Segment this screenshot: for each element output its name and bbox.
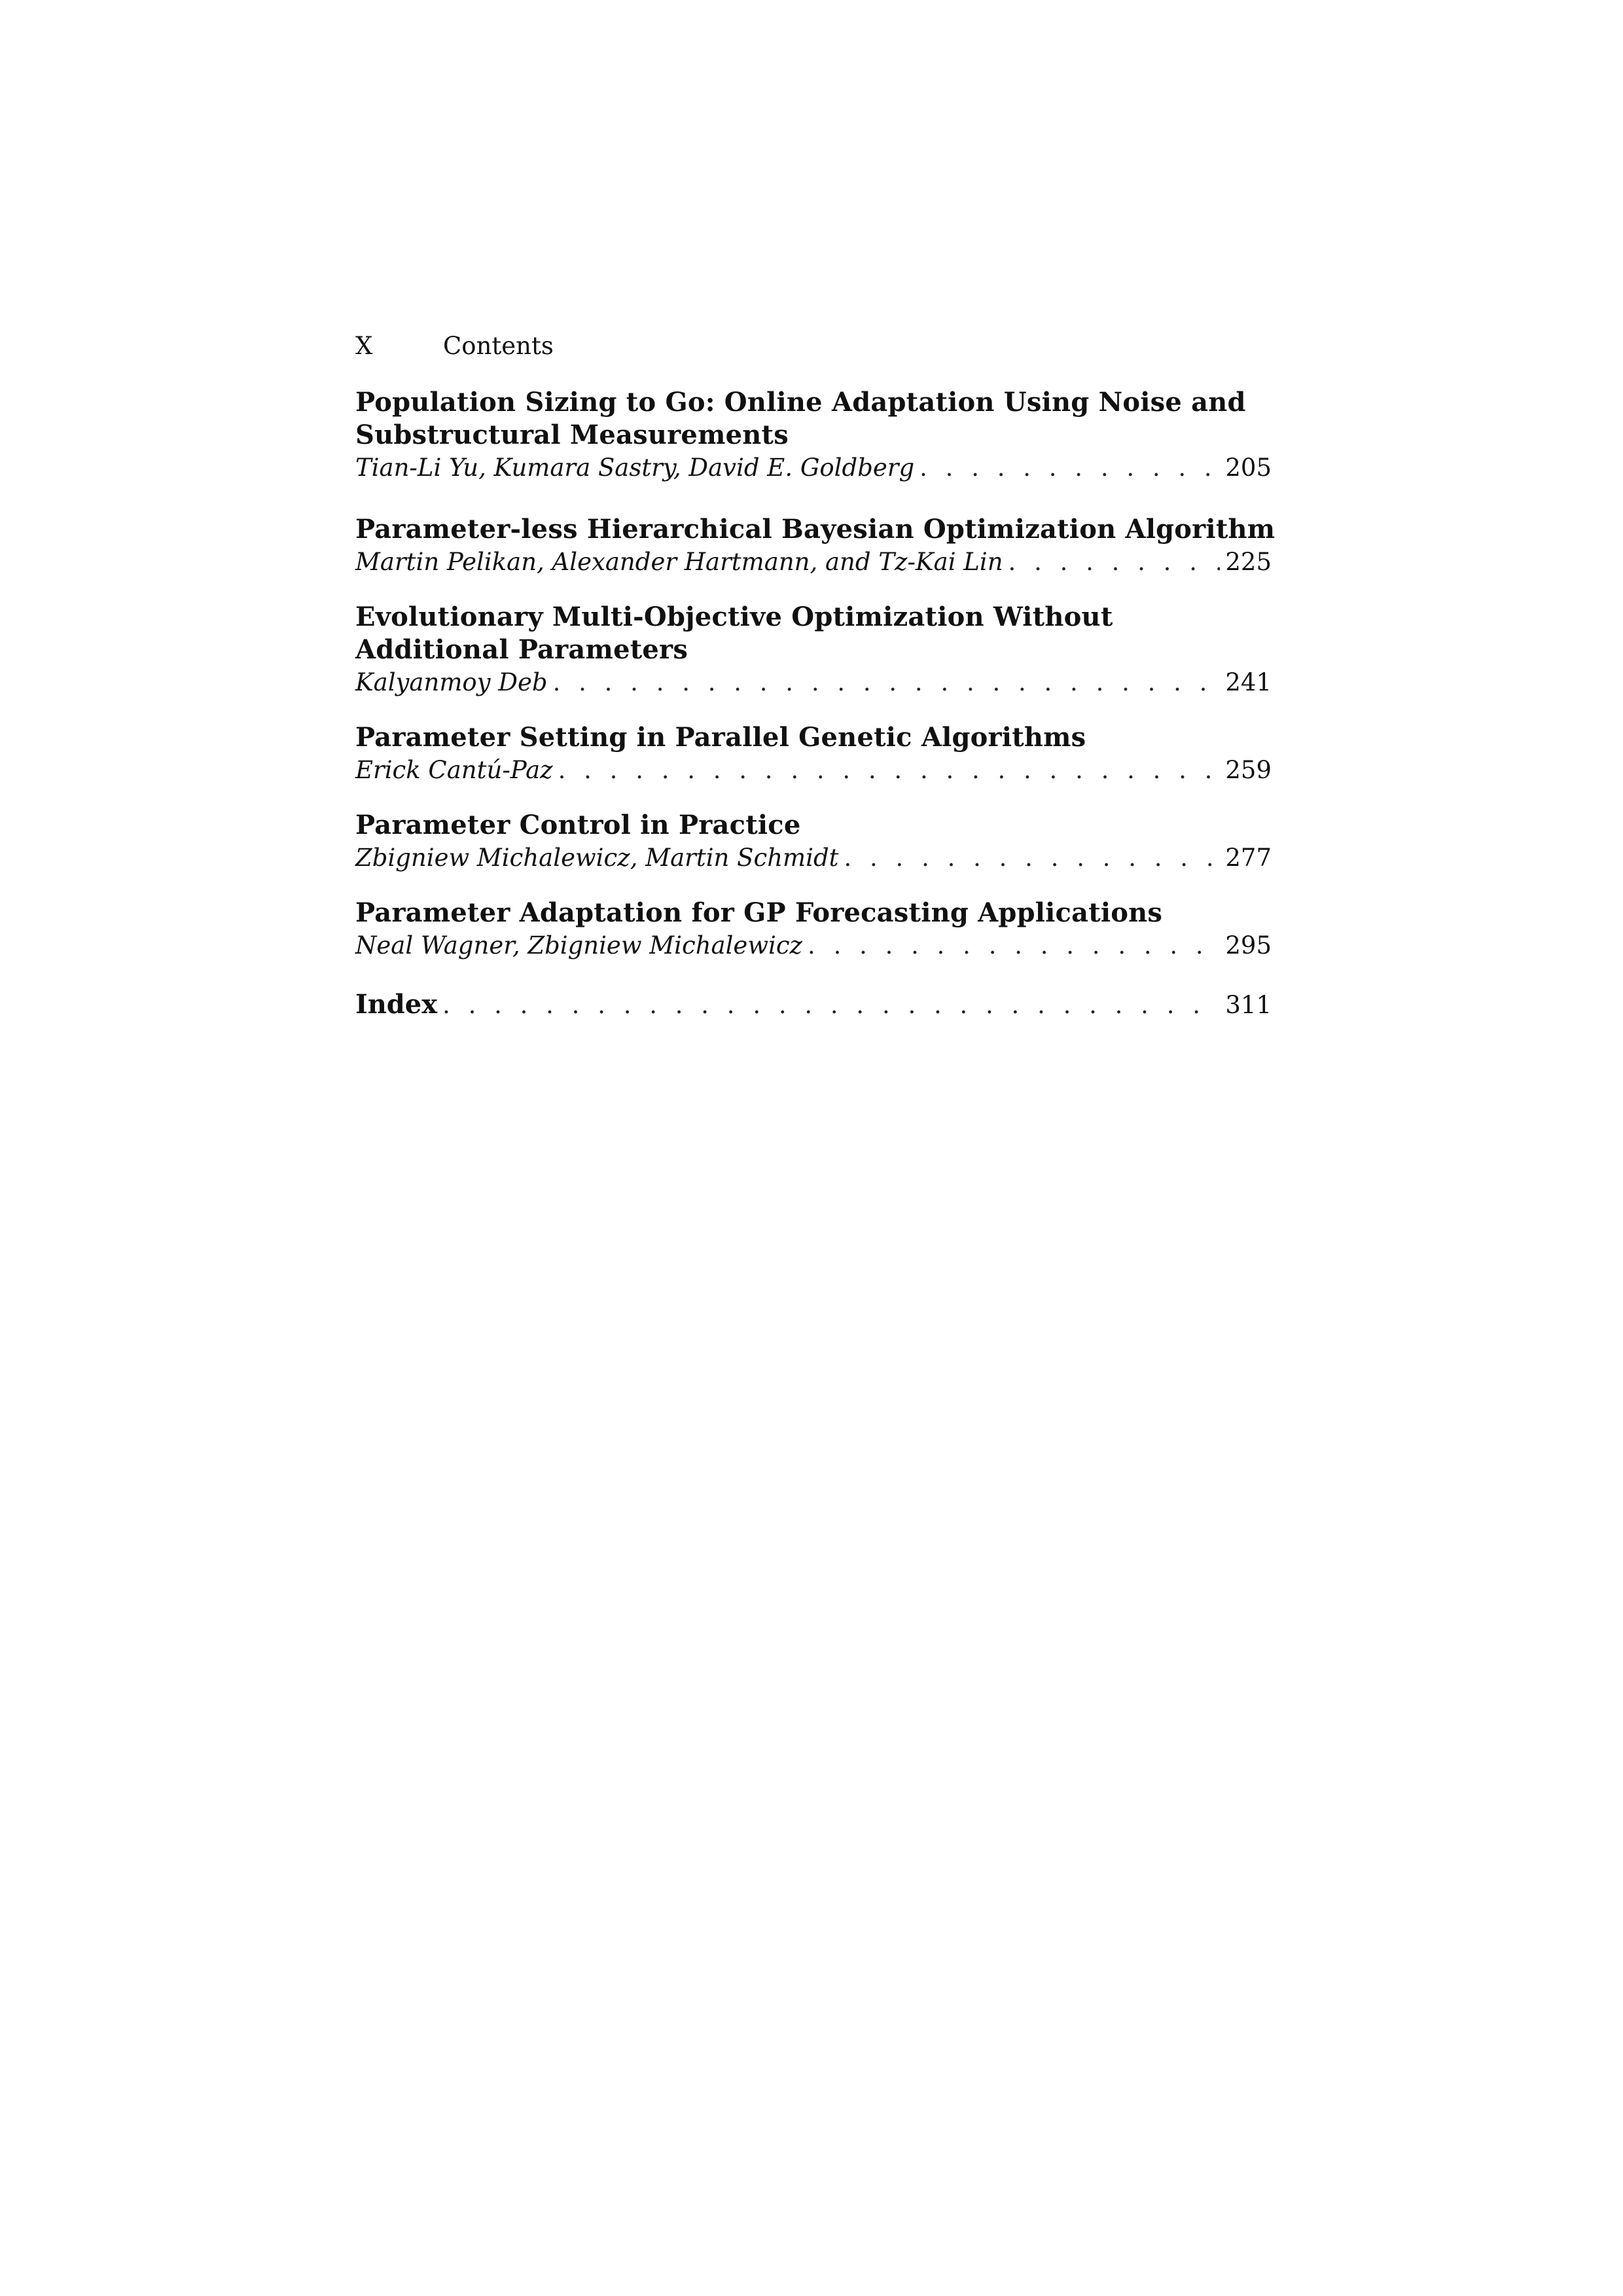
entry-title <box>355 513 1275 546</box>
toc-entry <box>355 897 1272 962</box>
entry-author-line <box>355 842 1272 874</box>
entry-title-line: Parameter Control in Practice <box>355 810 801 840</box>
entry-title <box>355 721 1272 754</box>
entry-authors: Martin Pelikan, Alexander Hartmann, and Tz-Kai Lin <box>355 548 1003 576</box>
entry-authors: Zbigniew Michalewicz, Martin Schmidt <box>355 844 839 872</box>
entry-authors: Kalyanmoy Deb <box>355 668 548 696</box>
toc-entry <box>355 601 1272 699</box>
entry-page-number: 241 <box>1225 668 1272 696</box>
entry-title <box>355 601 1272 666</box>
dot-leader <box>1008 546 1221 579</box>
toc-entry <box>355 386 1272 484</box>
entry-title <box>355 809 1272 842</box>
entry-authors: Tian-Li Yu, Kumara Sastry, David E. Goldberg <box>355 454 915 482</box>
entry-title-line: Parameter-less Hierarchical Bayesian Optimization Algorithm <box>355 514 1275 545</box>
entry-page-number: 259 <box>1225 756 1272 784</box>
page-folio: X <box>355 332 373 360</box>
index-page-number: 311 <box>1225 991 1272 1019</box>
entry-title <box>355 386 1272 452</box>
index-label: Index <box>355 989 438 1020</box>
dot-leader <box>808 929 1220 962</box>
entry-title-line: Evolutionary Multi-Objective Optimization Without <box>355 601 1113 632</box>
entry-title-line: Additional Parameters <box>355 634 688 665</box>
entry-title-line: Population Sizing to Go: Online Adaptation Using Noise and <box>355 387 1246 418</box>
entry-authors: Erick Cantú-Paz <box>355 756 553 784</box>
dot-leader <box>919 452 1220 484</box>
table-of-contents <box>355 386 1275 1022</box>
entry-author-line <box>355 754 1272 787</box>
toc-entry <box>355 809 1272 874</box>
entry-page-number: 295 <box>1225 931 1272 960</box>
toc-entry <box>355 721 1272 787</box>
toc-index-entry <box>355 988 1272 1022</box>
entry-page-number: 277 <box>1225 844 1272 872</box>
dot-leader <box>844 842 1221 874</box>
entry-author-line <box>355 546 1272 579</box>
entry-page-number: 205 <box>1225 454 1272 482</box>
running-head <box>355 331 1272 362</box>
dot-leader <box>442 989 1220 1022</box>
entry-author-line <box>355 929 1272 962</box>
entry-author-line <box>355 452 1272 484</box>
toc-entry <box>355 513 1275 579</box>
running-head-title: Contents <box>443 332 554 360</box>
entry-title <box>355 897 1272 929</box>
index-line <box>355 988 1272 1022</box>
entry-title-line: Substructural Measurements <box>355 420 789 450</box>
dot-leader <box>553 666 1221 699</box>
entry-title-line: Parameter Adaptation for GP Forecasting Applications <box>355 897 1163 928</box>
entry-title-line: Parameter Setting in Parallel Genetic Algorithms <box>355 722 1086 753</box>
entry-authors: Neal Wagner, Zbigniew Michalewicz <box>355 931 803 960</box>
entry-author-line <box>355 666 1272 699</box>
dot-leader <box>558 754 1221 787</box>
entry-page-number: 225 <box>1225 548 1272 576</box>
